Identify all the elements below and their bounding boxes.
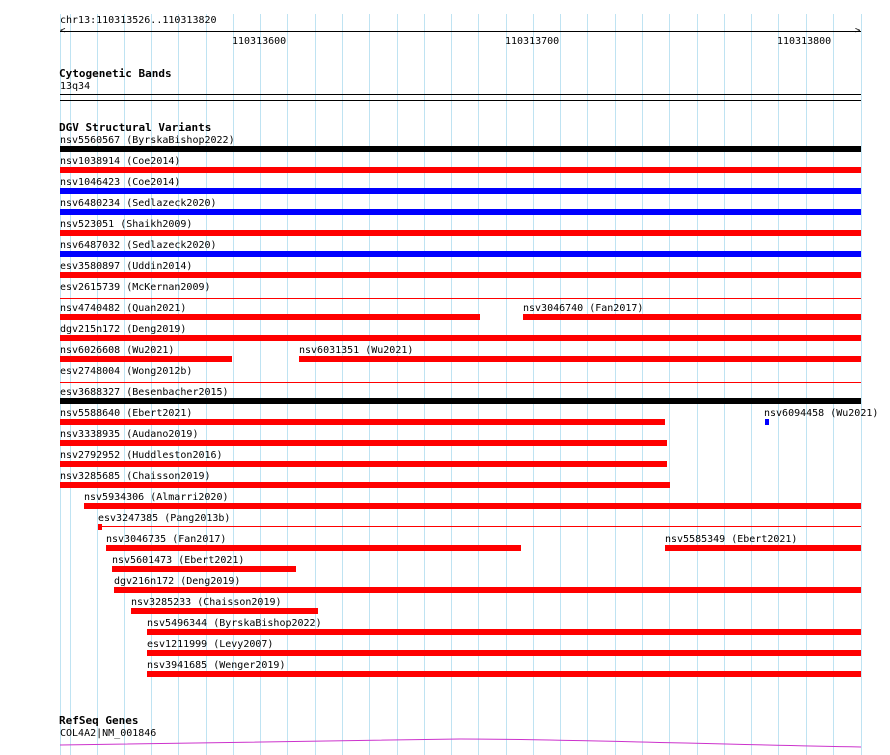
gridline xyxy=(342,14,343,755)
variant-bar[interactable] xyxy=(84,503,861,509)
variant-bar[interactable] xyxy=(60,398,861,404)
variant-bar[interactable] xyxy=(147,671,861,677)
refseq-gene-label[interactable]: COL4A2|NM_001846 xyxy=(60,728,157,739)
variant-bar[interactable] xyxy=(60,272,861,278)
variant-bar[interactable] xyxy=(147,650,861,656)
dgv-track-title[interactable]: DGV Structural Variants xyxy=(59,121,212,134)
gridline xyxy=(506,14,507,755)
variant-label[interactable]: nsv3285233 (Chaisson2019) xyxy=(131,597,282,608)
variant-label[interactable]: nsv3046740 (Fan2017) xyxy=(523,303,644,314)
gridline xyxy=(424,14,425,755)
variant-label[interactable]: nsv5496344 (ByrskaBishop2022) xyxy=(147,618,322,629)
variant-bar[interactable] xyxy=(60,461,667,467)
variant-bar[interactable] xyxy=(523,314,861,320)
variant-thin-line[interactable] xyxy=(60,382,861,383)
variant-label[interactable]: nsv5601473 (Ebert2021) xyxy=(112,555,245,566)
gridline xyxy=(533,14,534,755)
variant-label[interactable]: esv3580897 (Uddin2014) xyxy=(60,261,193,272)
variant-label[interactable]: esv3688327 (Besenbacher2015) xyxy=(60,387,229,398)
variant-bar[interactable] xyxy=(299,356,861,362)
variant-bar[interactable] xyxy=(112,566,296,572)
ruler-tick-label: 110313700 xyxy=(505,36,560,47)
gridline xyxy=(778,14,779,755)
variant-label[interactable]: nsv5585349 (Ebert2021) xyxy=(665,534,798,545)
variant-label[interactable]: nsv2792952 (Huddleston2016) xyxy=(60,450,223,461)
ruler-axis xyxy=(60,31,861,32)
gridline xyxy=(833,14,834,755)
variant-label[interactable]: nsv3285685 (Chaisson2019) xyxy=(60,471,211,482)
variant-label[interactable]: nsv1038914 (Coe2014) xyxy=(60,156,181,167)
gridline xyxy=(615,14,616,755)
gridline xyxy=(861,14,862,755)
refseq-track-title[interactable]: RefSeq Genes xyxy=(59,714,139,727)
variant-label[interactable]: esv1211999 (Levy2007) xyxy=(147,639,274,650)
gridline xyxy=(397,14,398,755)
variant-label[interactable]: nsv6026608 (Wu2021) xyxy=(60,345,175,356)
variant-bar[interactable] xyxy=(98,524,102,530)
gridline xyxy=(587,14,588,755)
gridline xyxy=(697,14,698,755)
variant-bar[interactable] xyxy=(60,482,670,488)
variant-thin-line[interactable] xyxy=(98,526,861,527)
gridline xyxy=(451,14,452,755)
gridline xyxy=(369,14,370,755)
variant-label[interactable]: esv2615739 (McKernan2009) xyxy=(60,282,211,293)
gridline xyxy=(287,14,288,755)
variant-bar[interactable] xyxy=(60,440,667,446)
variant-bar[interactable] xyxy=(60,230,861,236)
variant-label[interactable]: nsv3338935 (Audano2019) xyxy=(60,429,199,440)
variant-bar[interactable] xyxy=(60,314,480,320)
variant-label[interactable]: nsv6094458 (Wu2021) xyxy=(764,408,879,419)
refseq-gene-line[interactable] xyxy=(0,736,890,755)
variant-bar[interactable] xyxy=(665,545,861,551)
ruler-tick-label: 110313800 xyxy=(777,36,832,47)
variant-bar[interactable] xyxy=(60,167,861,173)
variant-label[interactable]: nsv6487032 (Sedlazeck2020) xyxy=(60,240,217,251)
variant-label[interactable]: dgv215n172 (Deng2019) xyxy=(60,324,187,335)
cytoband-bottom-line xyxy=(60,100,861,101)
variant-label[interactable]: nsv5560567 (ByrskaBishop2022) xyxy=(60,135,235,146)
variant-bar[interactable] xyxy=(60,356,232,362)
variant-bar[interactable] xyxy=(60,335,861,341)
variant-label[interactable]: nsv6480234 (Sedlazeck2020) xyxy=(60,198,217,209)
ruler-left-arrow: < xyxy=(60,26,66,36)
gridline xyxy=(315,14,316,755)
gridline xyxy=(669,14,670,755)
variant-bar[interactable] xyxy=(60,188,861,194)
variant-thin-line[interactable] xyxy=(60,298,861,299)
variant-label[interactable]: esv2748004 (Wong2012b) xyxy=(60,366,193,377)
variant-label[interactable]: esv3247385 (Pang2013b) xyxy=(98,513,231,524)
variant-bar[interactable] xyxy=(114,587,861,593)
variant-label[interactable]: nsv5588640 (Ebert2021) xyxy=(60,408,193,419)
variant-bar[interactable] xyxy=(60,419,665,425)
variant-bar[interactable] xyxy=(60,251,861,257)
variant-bar[interactable] xyxy=(131,608,318,614)
variant-label[interactable]: nsv4740482 (Quan2021) xyxy=(60,303,187,314)
variant-bar[interactable] xyxy=(765,419,769,425)
variant-bar[interactable] xyxy=(60,146,861,152)
variant-label[interactable]: dgv216n172 (Deng2019) xyxy=(114,576,241,587)
ruler-tick-label: 110313600 xyxy=(232,36,287,47)
variant-label[interactable]: nsv3046735 (Fan2017) xyxy=(106,534,227,545)
ruler-right-arrow: > xyxy=(855,26,861,36)
variant-label[interactable]: nsv523051 (Shaikh2009) xyxy=(60,219,193,230)
variant-label[interactable]: nsv1046423 (Coe2014) xyxy=(60,177,181,188)
cytoband-track-title[interactable]: Cytogenetic Bands xyxy=(59,67,172,80)
cytoband-top-line xyxy=(60,94,861,95)
variant-label[interactable]: nsv5934306 (Almarri2020) xyxy=(84,492,229,503)
gridline xyxy=(642,14,643,755)
variant-bar[interactable] xyxy=(60,209,861,215)
gridline xyxy=(724,14,725,755)
variant-bar[interactable] xyxy=(147,629,861,635)
gridline xyxy=(806,14,807,755)
gridline xyxy=(560,14,561,755)
variant-label[interactable]: nsv3941685 (Wenger2019) xyxy=(147,660,286,671)
ruler-position: chr13:110313526..110313820 xyxy=(60,15,217,26)
variant-bar[interactable] xyxy=(106,545,521,551)
gridline xyxy=(478,14,479,755)
variant-label[interactable]: nsv6031351 (Wu2021) xyxy=(299,345,414,356)
gridline xyxy=(751,14,752,755)
cytoband-name: 13q34 xyxy=(60,81,91,92)
